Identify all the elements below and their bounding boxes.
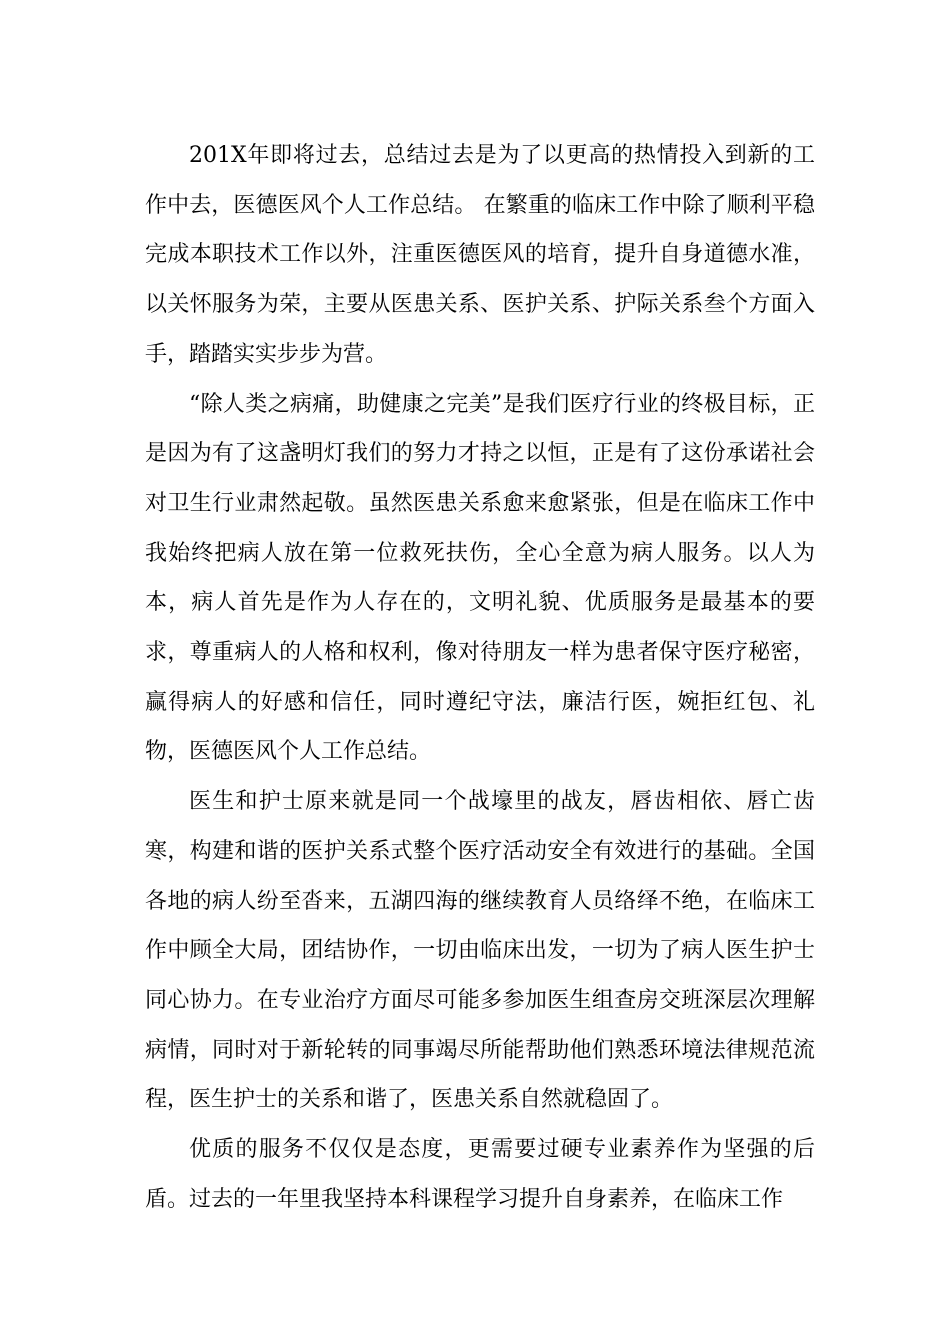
paragraph-1: 201X年即将过去，总结过去是为了以更高的热情投入到新的工作中去，医德医风个人工作总结。 在繁重的临床工作中除了顺利平稳完成本职技术工作以外，注重医德医风的培育，提升自身道德水准，以关怀服务为荣，主要从医患关系、医护关系、护际关系叁个方面入手，踏踏实实步步为营。 [145, 143, 815, 367]
document-body [145, 131, 815, 1224]
paragraph-3: 医生和护士原来就是同一个战壕里的战友，唇齿相依、唇亡齿寒，构建和谐的医护关系式整个医疗活动安全有效进行的基础。全国各地的病人纷至沓来，五湖四海的继续教育人员络绎不绝，在临床工作中顾全大局，团结协作，一切由临床出发，一切为了病人医生护士同心协力。在专业治疗方面尽可能多参加医生组查房交班深层次理解病情，同时对于新轮转的同事竭尽所能帮助他们熟悉环境法律规范流程，医生护士的关系和谐了，医患关系自然就稳固了。 [145, 789, 815, 1113]
paragraph-2: “除人类之病痛，助健康之完美”是我们医疗行业的终极目标，正是因为有了这盏明灯我们的努力才持之以恒，正是有了这份承诺社会对卫生行业肃然起敬。虽然医患关系愈来愈紧张，但是在临床工作中我始终把病人放在第一位救死扶伤，全心全意为病人服务。以人为本，病人首先是作为人存在的，文明礼貌、优质服务是最基本的要求，尊重病人的人格和权利，像对待朋友一样为患者保守医疗秘密，赢得病人的好感和信任，同时遵纪守法，廉洁行医，婉拒红包、礼物，医德医风个人工作总结。 [145, 391, 815, 765]
paragraph-4: 优质的服务不仅仅是态度，更需要过硬专业素养作为坚强的后盾。过去的一年里我坚持本科课程学习提升自身素养，在临床工作 [145, 1137, 815, 1212]
